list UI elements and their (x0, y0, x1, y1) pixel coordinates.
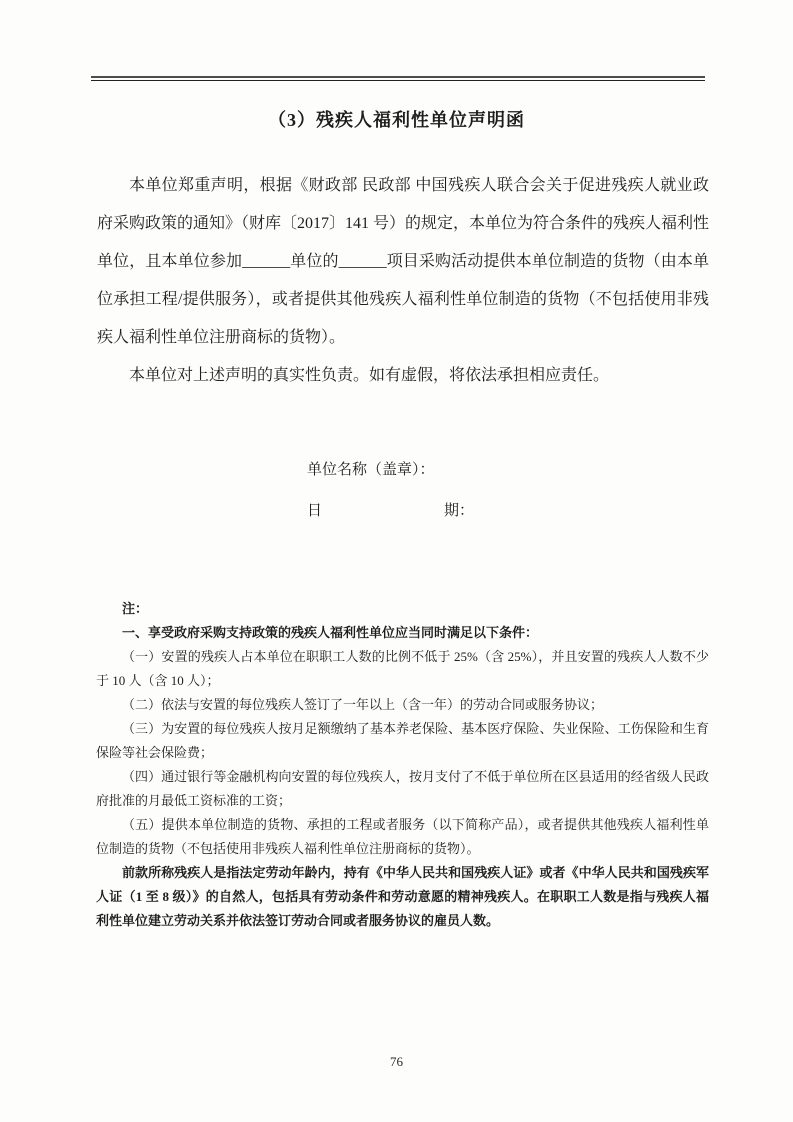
notes-section (96, 597, 709, 933)
notes-item-1: （一）安置的残疾人占本单位在职职工人数的比例不低于 25%（含 25%），并且安置的残疾人人数不少于 10 人（含 10 人）； (96, 649, 709, 688)
document-title: （3）残疾人福利性单位声明函 (268, 110, 525, 130)
notes-label: 注： (122, 601, 149, 616)
date-label-left: 日 (307, 503, 323, 519)
notes-item-5: （五）提供本单位制造的货物、承担的工程或者服务（以下简称产品），或者提供其他残疾人福利性单位制造的货物（不包括使用非残疾人福利性单位注册商标的货物）。 (96, 817, 709, 856)
unit-name-seal-label: 单位名称（盖章）： (307, 462, 435, 478)
signature-block (307, 450, 474, 532)
notes-item-3: （三）为安置的每位残疾人按月足额缴纳了基本养老保险、基本医疗保险、失业保险、工伤保险和生育保险等社会保险费； (96, 721, 709, 760)
declaration-body (97, 167, 709, 395)
notes-closing-paragraph: 前款所称残疾人是指法定劳动年龄内，持有《中华人民共和国残疾人证》或者《中华人民共和国残疾军人证（1 至 8 级）》的自然人，包括具有劳动条件和劳动意愿的精神残疾人。在职职工人数是指与残疾人福利性单位建立劳动关系并依法签订劳动合同或者服务协议的雇员人数。 (96, 865, 709, 928)
page-number: 76 (390, 1054, 403, 1069)
declaration-paragraph-1: 本单位郑重声明，根据《财政部 民政部 中国残疾人联合会关于促进残疾人就业政府采购政策的通知》（财库〔2017〕141 号）的规定，本单位为符合条件的残疾人福利性单位，且本单位参加______单位的______项目采购活动提供本单位制造的货物（由本单位承担工程/提供服务），或者提供其他残疾人福利性单位制造的货物（不包括使用非残疾人福利性单位注册商标的货物）。 (97, 177, 710, 346)
header-divider-rule (91, 76, 705, 81)
notes-item-4: （四）通过银行等金融机构向安置的每位残疾人，按月支付了不低于单位所在区县适用的经省级人民政府批准的月最低工资标准的工资； (96, 769, 709, 808)
notes-heading: 一、享受政府采购支持政策的残疾人福利性单位应当同时满足以下条件： (122, 625, 539, 640)
date-label (307, 491, 474, 532)
date-label-right: 期： (444, 503, 475, 519)
notes-item-2: （二）依法与安置的每位残疾人签订了一年以上（含一年）的劳动合同或服务协议； (122, 697, 604, 712)
declaration-paragraph-2: 本单位对上述声明的真实性负责。如有虚假，将依法承担相应责任。 (129, 367, 610, 384)
